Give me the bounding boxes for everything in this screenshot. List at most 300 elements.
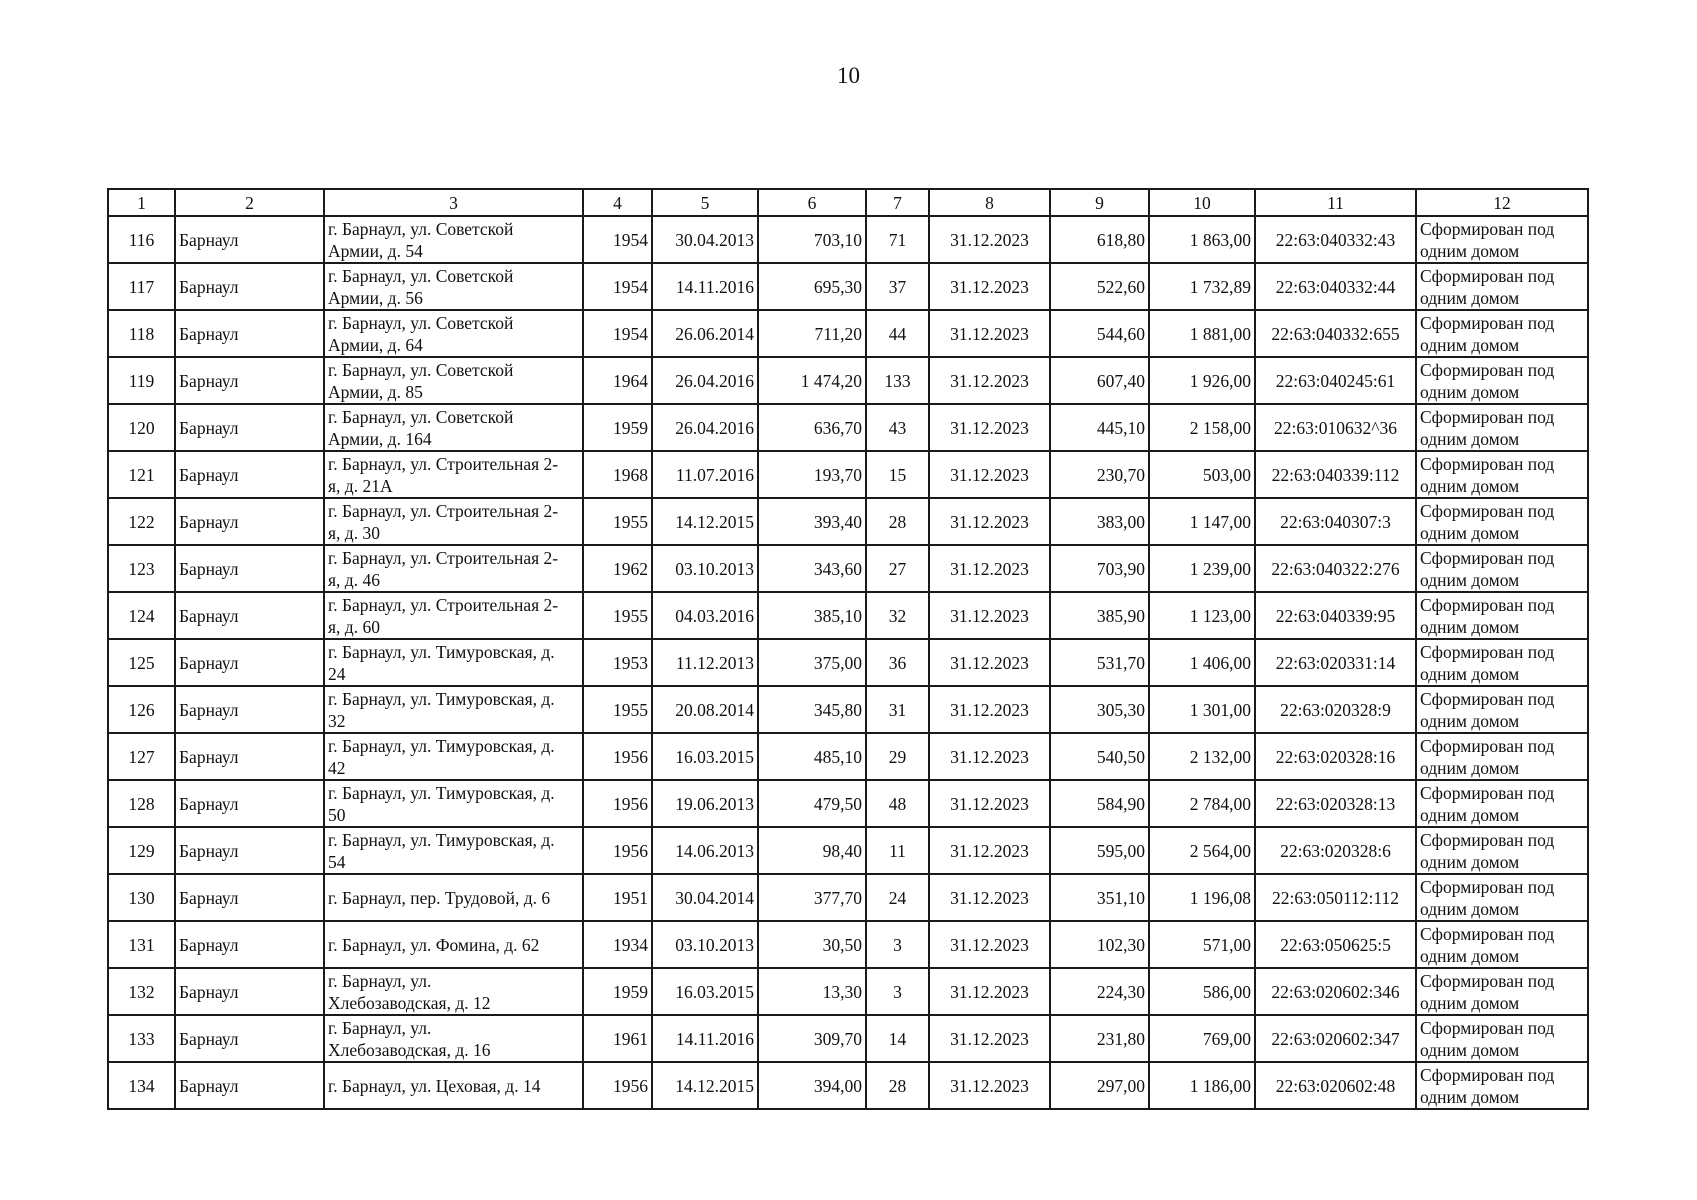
column-header: 2 <box>175 189 324 216</box>
row-number: 122 <box>108 498 175 545</box>
address-cell <box>324 592 583 639</box>
value-col9-cell: 305,30 <box>1050 686 1149 733</box>
address-cell <box>324 827 583 874</box>
address-cell <box>324 451 583 498</box>
deadline-cell: 31.12.2023 <box>929 733 1050 780</box>
status-cell <box>1416 733 1588 780</box>
count-cell: 44 <box>866 310 929 357</box>
row-number: 124 <box>108 592 175 639</box>
address-cell-line: Армии, д. 64 <box>328 334 423 355</box>
status-cell-line: одним домом <box>1420 710 1520 731</box>
deadline-cell: 31.12.2023 <box>929 1015 1050 1062</box>
column-header: 4 <box>583 189 652 216</box>
status-cell-line: одним домом <box>1420 616 1520 637</box>
value-col9-cell: 703,90 <box>1050 545 1149 592</box>
address-cell-line: г. Барнаул, ул. Строительная 2- <box>328 453 559 474</box>
table-row <box>108 498 1588 545</box>
area-cell: 695,30 <box>758 263 866 310</box>
area-cell: 309,70 <box>758 1015 866 1062</box>
date-cell: 04.03.2016 <box>652 592 758 639</box>
date-cell: 20.08.2014 <box>652 686 758 733</box>
cadastral-number-cell: 22:63:020328:16 <box>1255 733 1416 780</box>
address-cell <box>324 1062 583 1109</box>
address-cell-line: г. Барнаул, ул. Советской <box>328 359 514 380</box>
address-cell <box>324 733 583 780</box>
cadastral-number-cell: 22:63:040332:44 <box>1255 263 1416 310</box>
column-header: 5 <box>652 189 758 216</box>
count-cell: 15 <box>866 451 929 498</box>
status-cell-line: Сформирован под <box>1420 453 1555 474</box>
address-cell-line: г. Барнаул, ул. Фомина, д. 62 <box>328 934 540 955</box>
settlement-cell: Барнаул <box>175 592 324 639</box>
area-cell: 636,70 <box>758 404 866 451</box>
address-cell-line: г. Барнаул, пер. Трудовой, д. 6 <box>328 887 551 908</box>
status-cell-line: Сформирован под <box>1420 547 1555 568</box>
status-cell-line: одним домом <box>1420 992 1520 1013</box>
settlement-cell: Барнаул <box>175 686 324 733</box>
year-cell: 1956 <box>583 780 652 827</box>
year-cell: 1954 <box>583 216 652 263</box>
area-cell: 13,30 <box>758 968 866 1015</box>
column-header: 12 <box>1416 189 1588 216</box>
address-cell-line: г. Барнаул, ул. Советской <box>328 406 514 427</box>
address-cell-line: я, д. 21А <box>328 475 393 496</box>
area-cell: 377,70 <box>758 874 866 921</box>
area-cell: 385,10 <box>758 592 866 639</box>
count-cell: 28 <box>866 1062 929 1109</box>
deadline-cell: 31.12.2023 <box>929 827 1050 874</box>
area-cell: 393,40 <box>758 498 866 545</box>
address-cell-line: я, д. 46 <box>328 569 380 590</box>
cadastral-number-cell: 22:63:020602:347 <box>1255 1015 1416 1062</box>
status-cell-line: Сформирован под <box>1420 735 1555 756</box>
address-cell <box>324 310 583 357</box>
value-col9-cell: 231,80 <box>1050 1015 1149 1062</box>
address-cell <box>324 404 583 451</box>
row-number: 117 <box>108 263 175 310</box>
table-row <box>108 357 1588 404</box>
value-col10-cell: 1 123,00 <box>1149 592 1255 639</box>
deadline-cell: 31.12.2023 <box>929 686 1050 733</box>
deadline-cell: 31.12.2023 <box>929 639 1050 686</box>
address-cell-line: г. Барнаул, ул. Советской <box>328 218 514 239</box>
area-cell: 345,80 <box>758 686 866 733</box>
area-cell: 485,10 <box>758 733 866 780</box>
column-header: 8 <box>929 189 1050 216</box>
row-number: 125 <box>108 639 175 686</box>
deadline-cell: 31.12.2023 <box>929 310 1050 357</box>
deadline-cell: 31.12.2023 <box>929 921 1050 968</box>
value-col10-cell: 2 158,00 <box>1149 404 1255 451</box>
deadline-cell: 31.12.2023 <box>929 592 1050 639</box>
address-cell-line: г. Барнаул, ул. Советской <box>328 265 514 286</box>
status-cell-line: Сформирован под <box>1420 782 1555 803</box>
settlement-cell: Барнаул <box>175 263 324 310</box>
status-cell-line: Сформирован под <box>1420 1064 1555 1085</box>
value-col10-cell: 1 186,00 <box>1149 1062 1255 1109</box>
year-cell: 1953 <box>583 639 652 686</box>
settlement-cell: Барнаул <box>175 968 324 1015</box>
status-cell-line: Сформирован под <box>1420 406 1555 427</box>
area-cell: 193,70 <box>758 451 866 498</box>
value-col9-cell: 618,80 <box>1050 216 1149 263</box>
row-number: 133 <box>108 1015 175 1062</box>
status-cell <box>1416 545 1588 592</box>
row-number: 118 <box>108 310 175 357</box>
cadastral-number-cell: 22:63:010632^36 <box>1255 404 1416 451</box>
address-cell <box>324 1015 583 1062</box>
settlement-cell: Барнаул <box>175 404 324 451</box>
date-cell: 11.12.2013 <box>652 639 758 686</box>
deadline-cell: 31.12.2023 <box>929 780 1050 827</box>
row-number: 132 <box>108 968 175 1015</box>
date-cell: 14.11.2016 <box>652 263 758 310</box>
address-cell-line: Хлебозаводская, д. 12 <box>328 992 491 1013</box>
status-cell <box>1416 921 1588 968</box>
status-cell <box>1416 592 1588 639</box>
status-cell-line: Сформирован под <box>1420 1017 1555 1038</box>
address-cell-line: г. Барнаул, ул. Строительная 2- <box>328 500 559 521</box>
table-body <box>108 216 1588 1109</box>
cadastral-number-cell: 22:63:020328:13 <box>1255 780 1416 827</box>
date-cell: 14.11.2016 <box>652 1015 758 1062</box>
area-cell: 1 474,20 <box>758 357 866 404</box>
date-cell: 16.03.2015 <box>652 968 758 1015</box>
column-header: 9 <box>1050 189 1149 216</box>
status-cell <box>1416 968 1588 1015</box>
status-cell <box>1416 780 1588 827</box>
year-cell: 1951 <box>583 874 652 921</box>
deadline-cell: 31.12.2023 <box>929 1062 1050 1109</box>
table-row <box>108 733 1588 780</box>
table-row <box>108 874 1588 921</box>
value-col10-cell: 1 239,00 <box>1149 545 1255 592</box>
count-cell: 32 <box>866 592 929 639</box>
status-cell <box>1416 1062 1588 1109</box>
value-col9-cell: 351,10 <box>1050 874 1149 921</box>
value-col10-cell: 2 564,00 <box>1149 827 1255 874</box>
year-cell: 1955 <box>583 498 652 545</box>
registry-table <box>107 188 1589 1110</box>
cadastral-number-cell: 22:63:050112:112 <box>1255 874 1416 921</box>
status-cell-line: одним домом <box>1420 522 1520 543</box>
address-cell-line: г. Барнаул, ул. Тимуровская, д. <box>328 829 555 850</box>
count-cell: 37 <box>866 263 929 310</box>
table-row <box>108 780 1588 827</box>
year-cell: 1956 <box>583 733 652 780</box>
status-cell-line: одним домом <box>1420 663 1520 684</box>
year-cell: 1964 <box>583 357 652 404</box>
value-col10-cell: 1 406,00 <box>1149 639 1255 686</box>
table-row <box>108 921 1588 968</box>
status-cell <box>1416 263 1588 310</box>
address-cell <box>324 216 583 263</box>
settlement-cell: Барнаул <box>175 498 324 545</box>
table-row <box>108 686 1588 733</box>
address-cell <box>324 357 583 404</box>
status-cell-line: одним домом <box>1420 569 1520 590</box>
value-col10-cell: 1 147,00 <box>1149 498 1255 545</box>
address-cell <box>324 921 583 968</box>
year-cell: 1955 <box>583 592 652 639</box>
count-cell: 28 <box>866 498 929 545</box>
area-cell: 394,00 <box>758 1062 866 1109</box>
deadline-cell: 31.12.2023 <box>929 545 1050 592</box>
count-cell: 11 <box>866 827 929 874</box>
address-cell-line: 42 <box>328 757 346 778</box>
area-cell: 375,00 <box>758 639 866 686</box>
address-cell <box>324 968 583 1015</box>
year-cell: 1956 <box>583 827 652 874</box>
table-row <box>108 310 1588 357</box>
status-cell-line: Сформирован под <box>1420 641 1555 662</box>
value-col10-cell: 2 784,00 <box>1149 780 1255 827</box>
status-cell <box>1416 451 1588 498</box>
address-cell-line: 54 <box>328 851 346 872</box>
status-cell-line: одним домом <box>1420 334 1520 355</box>
address-cell-line: г. Барнаул, ул. <box>328 1017 432 1038</box>
table-row <box>108 404 1588 451</box>
count-cell: 24 <box>866 874 929 921</box>
cadastral-number-cell: 22:63:020328:6 <box>1255 827 1416 874</box>
status-cell-line: одним домом <box>1420 1039 1520 1060</box>
deadline-cell: 31.12.2023 <box>929 216 1050 263</box>
count-cell: 27 <box>866 545 929 592</box>
column-header: 3 <box>324 189 583 216</box>
deadline-cell: 31.12.2023 <box>929 968 1050 1015</box>
row-number: 134 <box>108 1062 175 1109</box>
year-cell: 1954 <box>583 263 652 310</box>
status-cell-line: Сформирован под <box>1420 923 1555 944</box>
value-col10-cell: 571,00 <box>1149 921 1255 968</box>
settlement-cell: Барнаул <box>175 451 324 498</box>
date-cell: 30.04.2014 <box>652 874 758 921</box>
status-cell-line: Сформирован под <box>1420 829 1555 850</box>
address-cell-line: я, д. 30 <box>328 522 380 543</box>
status-cell-line: Сформирован под <box>1420 359 1555 380</box>
status-cell-line: одним домом <box>1420 851 1520 872</box>
value-col10-cell: 1 732,89 <box>1149 263 1255 310</box>
table-row <box>108 968 1588 1015</box>
address-cell-line: г. Барнаул, ул. Цеховая, д. 14 <box>328 1075 541 1096</box>
status-cell <box>1416 357 1588 404</box>
address-cell-line: 50 <box>328 804 346 825</box>
page-number: 10 <box>837 63 860 88</box>
deadline-cell: 31.12.2023 <box>929 404 1050 451</box>
value-col10-cell: 1 863,00 <box>1149 216 1255 263</box>
count-cell: 29 <box>866 733 929 780</box>
year-cell: 1961 <box>583 1015 652 1062</box>
address-cell <box>324 639 583 686</box>
status-cell <box>1416 827 1588 874</box>
cadastral-number-cell: 22:63:040245:61 <box>1255 357 1416 404</box>
address-cell-line: Армии, д. 164 <box>328 428 432 449</box>
column-header: 10 <box>1149 189 1255 216</box>
count-cell: 133 <box>866 357 929 404</box>
cadastral-number-cell: 22:63:020328:9 <box>1255 686 1416 733</box>
value-col9-cell: 445,10 <box>1050 404 1149 451</box>
cadastral-number-cell: 22:63:040322:276 <box>1255 545 1416 592</box>
deadline-cell: 31.12.2023 <box>929 263 1050 310</box>
count-cell: 3 <box>866 921 929 968</box>
settlement-cell: Барнаул <box>175 545 324 592</box>
cadastral-number-cell: 22:63:020602:48 <box>1255 1062 1416 1109</box>
deadline-cell: 31.12.2023 <box>929 451 1050 498</box>
status-cell-line: одним домом <box>1420 804 1520 825</box>
deadline-cell: 31.12.2023 <box>929 357 1050 404</box>
table-row <box>108 1015 1588 1062</box>
status-cell-line: Сформирован под <box>1420 688 1555 709</box>
count-cell: 14 <box>866 1015 929 1062</box>
status-cell-line: Сформирован под <box>1420 265 1555 286</box>
value-col10-cell: 1 301,00 <box>1149 686 1255 733</box>
table-row <box>108 592 1588 639</box>
address-cell <box>324 545 583 592</box>
value-col9-cell: 607,40 <box>1050 357 1149 404</box>
date-cell: 14.12.2015 <box>652 498 758 545</box>
date-cell: 14.12.2015 <box>652 1062 758 1109</box>
cadastral-number-cell: 22:63:040332:655 <box>1255 310 1416 357</box>
value-col9-cell: 595,00 <box>1050 827 1149 874</box>
address-cell-line: я, д. 60 <box>328 616 380 637</box>
address-cell-line: Армии, д. 56 <box>328 287 423 308</box>
status-cell <box>1416 404 1588 451</box>
address-cell-line: г. Барнаул, ул. Советской <box>328 312 514 333</box>
count-cell: 43 <box>866 404 929 451</box>
address-cell <box>324 780 583 827</box>
status-cell <box>1416 310 1588 357</box>
area-cell: 711,20 <box>758 310 866 357</box>
status-cell-line: одним домом <box>1420 475 1520 496</box>
row-number: 126 <box>108 686 175 733</box>
value-col9-cell: 230,70 <box>1050 451 1149 498</box>
cadastral-number-cell: 22:63:040339:95 <box>1255 592 1416 639</box>
column-header: 11 <box>1255 189 1416 216</box>
value-col9-cell: 385,90 <box>1050 592 1149 639</box>
row-number: 116 <box>108 216 175 263</box>
date-cell: 26.06.2014 <box>652 310 758 357</box>
row-number: 120 <box>108 404 175 451</box>
deadline-cell: 31.12.2023 <box>929 498 1050 545</box>
table-row <box>108 545 1588 592</box>
status-cell-line: одним домом <box>1420 898 1520 919</box>
address-cell <box>324 874 583 921</box>
status-cell-line: Сформирован под <box>1420 876 1555 897</box>
settlement-cell: Барнаул <box>175 1015 324 1062</box>
value-col10-cell: 1 926,00 <box>1149 357 1255 404</box>
address-cell-line: г. Барнаул, ул. Тимуровская, д. <box>328 641 555 662</box>
year-cell: 1956 <box>583 1062 652 1109</box>
row-number: 128 <box>108 780 175 827</box>
settlement-cell: Барнаул <box>175 921 324 968</box>
date-cell: 19.06.2013 <box>652 780 758 827</box>
date-cell: 11.07.2016 <box>652 451 758 498</box>
year-cell: 1959 <box>583 404 652 451</box>
address-cell <box>324 686 583 733</box>
date-cell: 03.10.2013 <box>652 921 758 968</box>
date-cell: 16.03.2015 <box>652 733 758 780</box>
address-cell <box>324 498 583 545</box>
settlement-cell: Барнаул <box>175 1062 324 1109</box>
value-col10-cell: 503,00 <box>1149 451 1255 498</box>
settlement-cell: Барнаул <box>175 639 324 686</box>
status-cell-line: одним домом <box>1420 945 1520 966</box>
cadastral-number-cell: 22:63:020602:346 <box>1255 968 1416 1015</box>
status-cell-line: Сформирован под <box>1420 312 1555 333</box>
settlement-cell: Барнаул <box>175 216 324 263</box>
address-cell-line: Хлебозаводская, д. 16 <box>328 1039 491 1060</box>
count-cell: 36 <box>866 639 929 686</box>
value-col9-cell: 297,00 <box>1050 1062 1149 1109</box>
status-cell <box>1416 216 1588 263</box>
status-cell-line: одним домом <box>1420 381 1520 402</box>
status-cell-line: Сформирован под <box>1420 500 1555 521</box>
row-number: 130 <box>108 874 175 921</box>
count-cell: 3 <box>866 968 929 1015</box>
address-cell-line: г. Барнаул, ул. Тимуровская, д. <box>328 688 555 709</box>
row-number: 121 <box>108 451 175 498</box>
column-header: 1 <box>108 189 175 216</box>
address-cell-line: г. Барнаул, ул. <box>328 970 432 991</box>
value-col9-cell: 224,30 <box>1050 968 1149 1015</box>
value-col9-cell: 531,70 <box>1050 639 1149 686</box>
table-row <box>108 263 1588 310</box>
cadastral-number-cell: 22:63:040307:3 <box>1255 498 1416 545</box>
status-cell-line: одним домом <box>1420 287 1520 308</box>
area-cell: 703,10 <box>758 216 866 263</box>
row-number: 129 <box>108 827 175 874</box>
settlement-cell: Барнаул <box>175 733 324 780</box>
table-row <box>108 216 1588 263</box>
count-cell: 71 <box>866 216 929 263</box>
table-row <box>108 1062 1588 1109</box>
address-cell-line: г. Барнаул, ул. Тимуровская, д. <box>328 782 555 803</box>
year-cell: 1959 <box>583 968 652 1015</box>
row-number: 131 <box>108 921 175 968</box>
year-cell: 1968 <box>583 451 652 498</box>
value-col9-cell: 522,60 <box>1050 263 1149 310</box>
settlement-cell: Барнаул <box>175 357 324 404</box>
date-cell: 26.04.2016 <box>652 404 758 451</box>
date-cell: 14.06.2013 <box>652 827 758 874</box>
address-cell-line: г. Барнаул, ул. Тимуровская, д. <box>328 735 555 756</box>
column-header: 7 <box>866 189 929 216</box>
status-cell <box>1416 874 1588 921</box>
address-cell-line: Армии, д. 54 <box>328 240 423 261</box>
value-col9-cell: 383,00 <box>1050 498 1149 545</box>
cadastral-number-cell: 22:63:020331:14 <box>1255 639 1416 686</box>
status-cell-line: одним домом <box>1420 1086 1520 1107</box>
value-col9-cell: 102,30 <box>1050 921 1149 968</box>
year-cell: 1954 <box>583 310 652 357</box>
status-cell <box>1416 498 1588 545</box>
area-cell: 479,50 <box>758 780 866 827</box>
address-cell <box>324 263 583 310</box>
count-cell: 31 <box>866 686 929 733</box>
status-cell <box>1416 686 1588 733</box>
cadastral-number-cell: 22:63:040339:112 <box>1255 451 1416 498</box>
value-col9-cell: 584,90 <box>1050 780 1149 827</box>
value-col10-cell: 1 196,08 <box>1149 874 1255 921</box>
row-number: 119 <box>108 357 175 404</box>
table-row <box>108 639 1588 686</box>
table-row <box>108 827 1588 874</box>
year-cell: 1955 <box>583 686 652 733</box>
cadastral-number-cell: 22:63:050625:5 <box>1255 921 1416 968</box>
status-cell-line: Сформирован под <box>1420 970 1555 991</box>
status-cell-line: Сформирован под <box>1420 218 1555 239</box>
value-col10-cell: 2 132,00 <box>1149 733 1255 780</box>
